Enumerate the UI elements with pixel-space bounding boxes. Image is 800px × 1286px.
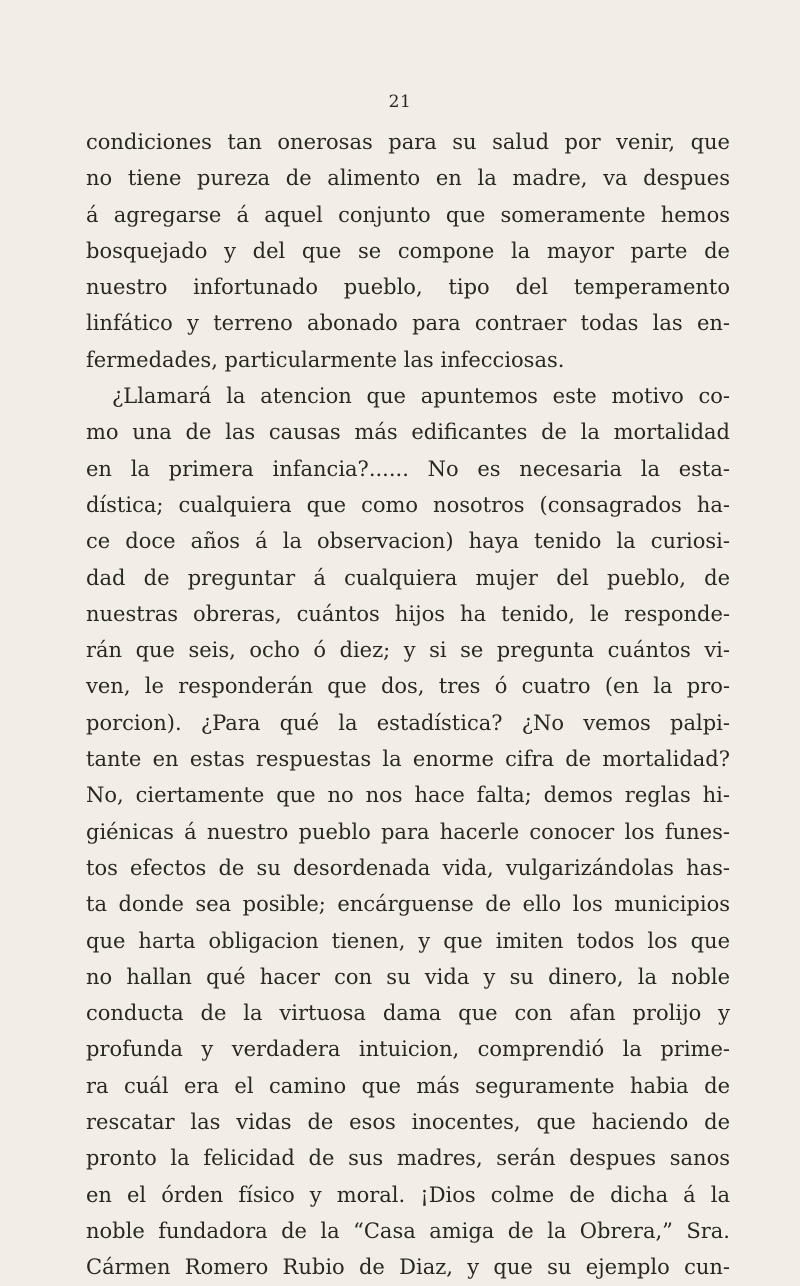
text-line: no hallan qué hacer con su vida y su dinero, la noble bbox=[86, 964, 730, 989]
text-line: dad de preguntar á cualquiera mujer del pueblo, de bbox=[86, 565, 730, 590]
text-line: tante en estas respuestas la enorme cifra de mortalidad? bbox=[86, 747, 730, 772]
text-line: rescatar las vidas de esos inocentes, que haciendo de bbox=[86, 1110, 730, 1135]
text-line: ven, le responderán que dos, tres ó cuatro (en la pro- bbox=[86, 674, 730, 699]
text-line: profunda y verdadera intuicion, comprendió la prime- bbox=[86, 1037, 730, 1062]
text-line: No, ciertamente que no nos hace falta; demos reglas hi- bbox=[86, 783, 730, 808]
text-line: Cármen Romero Rubio de Diaz, y que su ejemplo cun- bbox=[86, 1255, 730, 1280]
text-line: condiciones tan onerosas para su salud por venir, que bbox=[86, 130, 730, 154]
text-line: pronto la felicidad de sus madres, serán despues sanos bbox=[86, 1146, 730, 1171]
text-line: fermedades, particularmente las infecciosas. bbox=[86, 347, 565, 372]
text-line: conducta de la virtuosa dama que con afan prolijo y bbox=[86, 1001, 730, 1026]
text-line: linfático y terreno abonado para contraer todas las en- bbox=[86, 311, 730, 336]
text-line: ta donde sea posible; encárguense de ello los municipios bbox=[86, 892, 730, 917]
body-text bbox=[86, 124, 730, 1286]
text-line: á agregarse á aquel conjunto que someramente hemos bbox=[86, 202, 730, 227]
text-line: en el órden físico y moral. ¡Dios colme de dicha á la bbox=[86, 1182, 730, 1207]
text-line: ce doce años á la observacion) haya tenido la curiosi- bbox=[86, 529, 730, 554]
text-line: nuestras obreras, cuántos hijos ha tenido, le responde- bbox=[86, 601, 730, 626]
page-number: 21 bbox=[388, 92, 412, 112]
text-line: giénicas á nuestro pueblo para hacerle conocer los funes- bbox=[86, 819, 730, 844]
text-line: que harta obligacion tienen, y que imiten todos los que bbox=[86, 928, 730, 953]
text-line: ra cuál era el camino que más seguramente habia de bbox=[86, 1073, 730, 1098]
text-line: mo una de las causas más edificantes de la mortalidad bbox=[86, 420, 730, 445]
text-line: porcion). ¿Para qué la estadística? ¿No vemos palpi- bbox=[86, 710, 730, 735]
text-line: dística; cualquiera que como nosotros (consagrados ha- bbox=[86, 492, 730, 517]
text-line: rán que seis, ocho ó diez; y si se pregunta cuántos vi- bbox=[86, 638, 730, 663]
text-line: en la primera infancia?...... No es necesaria la esta- bbox=[86, 456, 730, 481]
text-line: ¿Llamará la atencion que apuntemos este motivo co- bbox=[112, 384, 730, 409]
text-line: bosquejado y del que se compone la mayor parte de bbox=[86, 238, 730, 263]
text-line: nuestro infortunado pueblo, tipo del temperamento bbox=[86, 275, 730, 300]
text-line: no tiene pureza de alimento en la madre, va despues bbox=[86, 166, 730, 191]
text-line: noble fundadora de la “Casa amiga de la Obrera,” Sra. bbox=[86, 1218, 730, 1243]
text-line: tos efectos de su desordenada vida, vulgarizándolas has- bbox=[86, 855, 730, 880]
